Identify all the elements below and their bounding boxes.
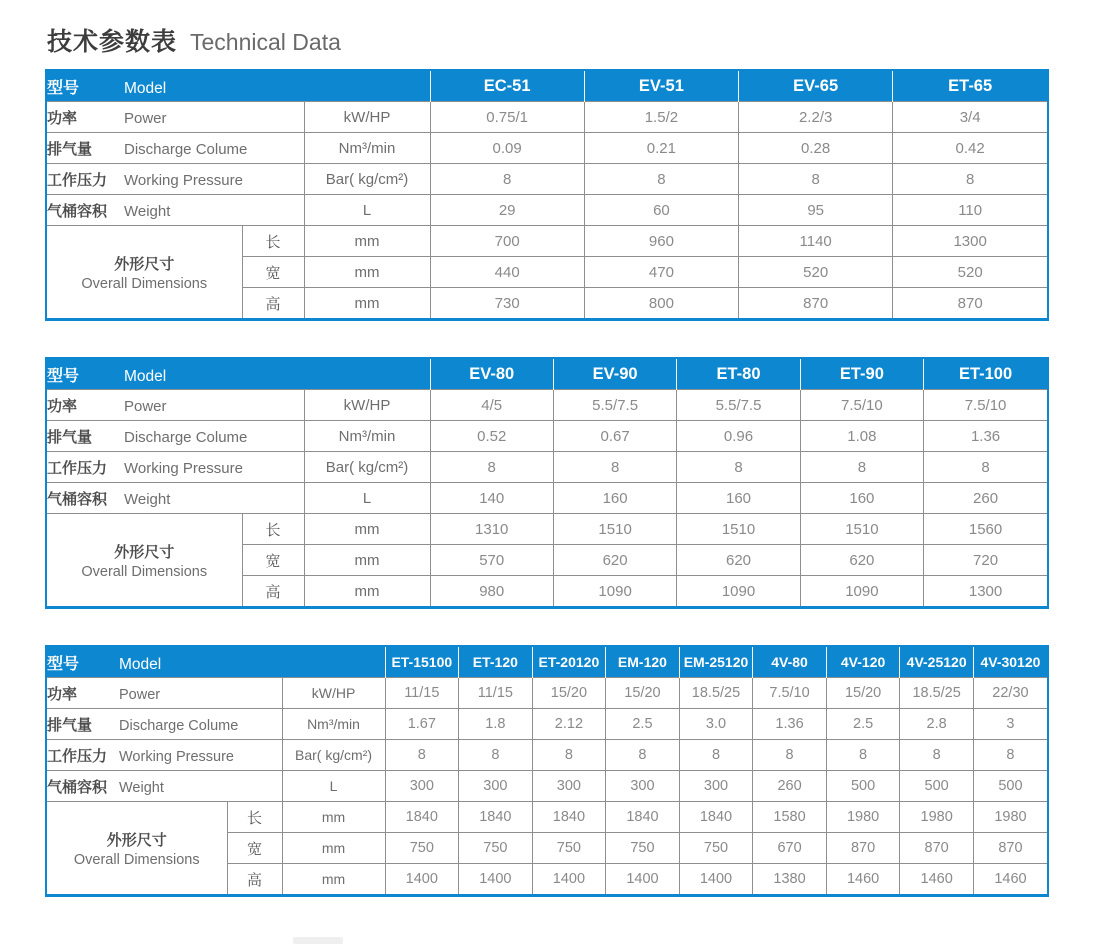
- value-cell: 4/5: [430, 390, 553, 421]
- value-cell: 300: [459, 771, 533, 802]
- value-cell: 1840: [459, 802, 533, 833]
- value-cell: 870: [826, 833, 900, 864]
- value-cell: 29: [430, 195, 584, 226]
- unit-cell: kW/HP: [282, 678, 385, 709]
- model-header-cell: EV-51: [584, 71, 738, 102]
- row-label: [47, 740, 282, 771]
- model-header-cell: EC-51: [430, 71, 584, 102]
- model-label-en: Model: [124, 79, 167, 97]
- row-label-zh: 气桶容积: [47, 778, 108, 796]
- dims-label: [47, 514, 242, 607]
- model-header-cell: 4V-80: [753, 647, 827, 678]
- value-cell: 1.8: [459, 709, 533, 740]
- unit-cell: mm: [304, 288, 430, 319]
- value-cell: 1840: [606, 802, 680, 833]
- value-cell: 800: [584, 288, 738, 319]
- unit-cell: mm: [304, 226, 430, 257]
- value-cell: 18.5/25: [679, 678, 753, 709]
- value-cell: 1090: [800, 576, 923, 607]
- value-cell: 1560: [924, 514, 1047, 545]
- row-label: [47, 195, 304, 226]
- unit-cell: Bar( kg/cm²): [304, 164, 430, 195]
- value-cell: 1510: [800, 514, 923, 545]
- dim-sub-label: 宽: [242, 545, 304, 576]
- dims-label: [47, 802, 227, 895]
- row-label-zh: 气桶容积: [47, 202, 108, 220]
- model-label-en: Model: [119, 655, 162, 673]
- model-header-cell: ET-65: [893, 71, 1047, 102]
- dims-label-en: Overall Dimensions: [73, 851, 200, 868]
- value-cell: 3/4: [893, 102, 1047, 133]
- dims-label-zh: 外形尺寸: [114, 255, 175, 273]
- model-header-cell: EV-90: [553, 359, 676, 390]
- model-header-row: [47, 71, 1047, 102]
- value-cell: 960: [584, 226, 738, 257]
- value-cell: 1380: [753, 864, 827, 895]
- row-label: [47, 771, 282, 802]
- unit-cell: L: [282, 771, 385, 802]
- dims-label-en: Overall Dimensions: [81, 275, 208, 292]
- value-cell: 1980: [900, 802, 974, 833]
- value-cell: 1840: [679, 802, 753, 833]
- model-header-label: [47, 647, 385, 678]
- value-cell: 140: [430, 483, 553, 514]
- model-header-label: [47, 359, 430, 390]
- row-label: [47, 483, 304, 514]
- value-cell: 8: [900, 740, 974, 771]
- value-cell: 1.36: [924, 421, 1047, 452]
- value-cell: 1580: [753, 802, 827, 833]
- dims-label-zh: 外形尺寸: [114, 543, 175, 561]
- unit-cell: mm: [304, 545, 430, 576]
- value-cell: 7.5/10: [800, 390, 923, 421]
- value-cell: 750: [385, 833, 459, 864]
- value-cell: 620: [553, 545, 676, 576]
- page-title-zh: 技术参数表: [47, 28, 178, 56]
- value-cell: 8: [459, 740, 533, 771]
- row-label-zh: 排气量: [47, 428, 93, 446]
- value-cell: 2.12: [532, 709, 606, 740]
- value-cell: 870: [739, 288, 893, 319]
- model-header-cell: EV-65: [739, 71, 893, 102]
- value-cell: 160: [800, 483, 923, 514]
- value-cell: 8: [532, 740, 606, 771]
- row-label-zh: 功率: [47, 109, 78, 127]
- unit-cell: kW/HP: [304, 390, 430, 421]
- value-cell: 0.52: [430, 421, 553, 452]
- value-cell: 11/15: [385, 678, 459, 709]
- value-cell: 1.08: [800, 421, 923, 452]
- value-cell: 700: [430, 226, 584, 257]
- model-header-cell: ET-20120: [532, 647, 606, 678]
- value-cell: 18.5/25: [900, 678, 974, 709]
- value-cell: 7.5/10: [753, 678, 827, 709]
- model-header-cell: EM-120: [606, 647, 680, 678]
- value-cell: 8: [584, 164, 738, 195]
- row-label-en: Weight: [119, 779, 164, 796]
- value-cell: 8: [553, 452, 676, 483]
- value-cell: 260: [924, 483, 1047, 514]
- value-cell: 1400: [459, 864, 533, 895]
- value-cell: 8: [826, 740, 900, 771]
- value-cell: 5.5/7.5: [553, 390, 676, 421]
- value-cell: 750: [459, 833, 533, 864]
- value-cell: 2.5: [826, 709, 900, 740]
- value-cell: 0.67: [553, 421, 676, 452]
- value-cell: 15/20: [532, 678, 606, 709]
- value-cell: 2.8: [900, 709, 974, 740]
- value-cell: 1310: [430, 514, 553, 545]
- spec-table-grid-3: [47, 647, 1047, 894]
- spec-row: [47, 390, 1047, 421]
- model-label-zh: 型号: [47, 79, 80, 97]
- value-cell: 0.09: [430, 133, 584, 164]
- value-cell: 8: [924, 452, 1047, 483]
- row-label-en: Weight: [124, 490, 171, 508]
- spec-row: [47, 133, 1047, 164]
- model-header-cell: ET-15100: [385, 647, 459, 678]
- row-label-zh: 气桶容积: [47, 490, 108, 508]
- value-cell: 980: [430, 576, 553, 607]
- value-cell: 730: [430, 288, 584, 319]
- value-cell: 8: [679, 740, 753, 771]
- unit-cell: mm: [282, 802, 385, 833]
- row-label: [47, 164, 304, 195]
- model-header-cell: ET-100: [924, 359, 1047, 390]
- value-cell: 110: [893, 195, 1047, 226]
- unit-cell: mm: [304, 257, 430, 288]
- value-cell: 1840: [385, 802, 459, 833]
- row-label-en: Discharge Colume: [124, 428, 248, 446]
- value-cell: 1140: [739, 226, 893, 257]
- row-label: [47, 709, 282, 740]
- row-label-en: Discharge Colume: [124, 140, 248, 158]
- value-cell: 8: [973, 740, 1047, 771]
- unit-cell: Bar( kg/cm²): [304, 452, 430, 483]
- value-cell: 0.96: [677, 421, 800, 452]
- unit-cell: mm: [282, 833, 385, 864]
- value-cell: 1.36: [753, 709, 827, 740]
- unit-cell: Bar( kg/cm²): [282, 740, 385, 771]
- value-cell: 870: [900, 833, 974, 864]
- value-cell: 160: [553, 483, 676, 514]
- model-header-cell: EM-25120: [679, 647, 753, 678]
- dimension-row: [47, 802, 1047, 833]
- row-label-en: Working Pressure: [124, 459, 243, 477]
- model-header-cell: ET-120: [459, 647, 533, 678]
- row-label-en: Weight: [124, 202, 171, 220]
- value-cell: 300: [532, 771, 606, 802]
- value-cell: 0.42: [893, 133, 1047, 164]
- dim-sub-label: 高: [242, 576, 304, 607]
- model-header-row: [47, 359, 1047, 390]
- row-label-zh: 功率: [47, 685, 78, 703]
- value-cell: 1460: [973, 864, 1047, 895]
- model-header-label: [47, 71, 430, 102]
- row-label: [47, 133, 304, 164]
- unit-cell: kW/HP: [304, 102, 430, 133]
- value-cell: 160: [677, 483, 800, 514]
- row-label: [47, 452, 304, 483]
- dim-sub-label: 长: [227, 802, 282, 833]
- page-title: [47, 22, 1049, 54]
- value-cell: 1840: [532, 802, 606, 833]
- spec-row: [47, 452, 1047, 483]
- value-cell: 670: [753, 833, 827, 864]
- unit-cell: Nm³/min: [304, 421, 430, 452]
- row-label-zh: 排气量: [47, 140, 93, 158]
- spec-table-1: [45, 69, 1049, 321]
- unit-cell: L: [304, 195, 430, 226]
- value-cell: 570: [430, 545, 553, 576]
- row-label-en: Working Pressure: [119, 748, 234, 765]
- value-cell: 470: [584, 257, 738, 288]
- row-label: [47, 421, 304, 452]
- cropped-element-below: [293, 937, 343, 944]
- value-cell: 1400: [679, 864, 753, 895]
- dim-sub-label: 宽: [242, 257, 304, 288]
- value-cell: 5.5/7.5: [677, 390, 800, 421]
- value-cell: 1460: [900, 864, 974, 895]
- value-cell: 3: [973, 709, 1047, 740]
- value-cell: 15/20: [606, 678, 680, 709]
- value-cell: 620: [677, 545, 800, 576]
- spec-table-grid-1: [47, 71, 1047, 318]
- value-cell: 8: [893, 164, 1047, 195]
- value-cell: 8: [430, 164, 584, 195]
- value-cell: 1400: [606, 864, 680, 895]
- page-title-en: Technical Data: [190, 29, 341, 55]
- value-cell: 8: [430, 452, 553, 483]
- value-cell: 870: [893, 288, 1047, 319]
- value-cell: 500: [900, 771, 974, 802]
- unit-cell: L: [304, 483, 430, 514]
- value-cell: 8: [800, 452, 923, 483]
- value-cell: 0.21: [584, 133, 738, 164]
- value-cell: 500: [973, 771, 1047, 802]
- value-cell: 1510: [677, 514, 800, 545]
- row-label-en: Discharge Colume: [119, 717, 239, 734]
- model-header-cell: 4V-120: [826, 647, 900, 678]
- value-cell: 1090: [553, 576, 676, 607]
- unit-cell: mm: [304, 514, 430, 545]
- value-cell: 870: [973, 833, 1047, 864]
- spec-row: [47, 709, 1047, 740]
- model-header-cell: 4V-30120: [973, 647, 1047, 678]
- value-cell: 1400: [532, 864, 606, 895]
- value-cell: 7.5/10: [924, 390, 1047, 421]
- model-label-zh: 型号: [47, 655, 80, 673]
- value-cell: 11/15: [459, 678, 533, 709]
- row-label-en: Working Pressure: [124, 171, 243, 189]
- spec-row: [47, 164, 1047, 195]
- spec-table-grid-2: [47, 359, 1047, 606]
- row-label-zh: 工作压力: [47, 459, 108, 477]
- dim-sub-label: 长: [242, 226, 304, 257]
- value-cell: 1.5/2: [584, 102, 738, 133]
- dim-sub-label: 宽: [227, 833, 282, 864]
- value-cell: 750: [532, 833, 606, 864]
- row-label-zh: 排气量: [47, 716, 93, 734]
- dim-sub-label: 高: [242, 288, 304, 319]
- value-cell: 440: [430, 257, 584, 288]
- dims-label-zh: 外形尺寸: [106, 831, 167, 849]
- unit-cell: Nm³/min: [282, 709, 385, 740]
- spec-row: [47, 102, 1047, 133]
- value-cell: 720: [924, 545, 1047, 576]
- value-cell: 2.5: [606, 709, 680, 740]
- value-cell: 1980: [826, 802, 900, 833]
- value-cell: 1090: [677, 576, 800, 607]
- spec-row: [47, 771, 1047, 802]
- value-cell: 8: [677, 452, 800, 483]
- value-cell: 1300: [924, 576, 1047, 607]
- unit-cell: mm: [304, 576, 430, 607]
- value-cell: 95: [739, 195, 893, 226]
- value-cell: 1460: [826, 864, 900, 895]
- value-cell: 1980: [973, 802, 1047, 833]
- value-cell: 300: [606, 771, 680, 802]
- value-cell: 8: [606, 740, 680, 771]
- spec-row: [47, 421, 1047, 452]
- dim-sub-label: 长: [242, 514, 304, 545]
- dims-label: [47, 226, 242, 319]
- value-cell: 520: [893, 257, 1047, 288]
- unit-cell: Nm³/min: [304, 133, 430, 164]
- value-cell: 750: [606, 833, 680, 864]
- unit-cell: mm: [282, 864, 385, 895]
- value-cell: 2.2/3: [739, 102, 893, 133]
- value-cell: 0.28: [739, 133, 893, 164]
- value-cell: 8: [739, 164, 893, 195]
- row-label-en: Power: [124, 397, 167, 415]
- row-label-zh: 功率: [47, 397, 78, 415]
- row-label: [47, 102, 304, 133]
- value-cell: 520: [739, 257, 893, 288]
- spec-table-3: [45, 645, 1049, 897]
- value-cell: 300: [385, 771, 459, 802]
- value-cell: 60: [584, 195, 738, 226]
- row-label-zh: 工作压力: [47, 747, 108, 765]
- row-label-zh: 工作压力: [47, 171, 108, 189]
- spec-row: [47, 678, 1047, 709]
- value-cell: 1510: [553, 514, 676, 545]
- dim-sub-label: 高: [227, 864, 282, 895]
- value-cell: 8: [385, 740, 459, 771]
- model-header-cell: ET-80: [677, 359, 800, 390]
- row-label: [47, 678, 282, 709]
- spec-table-2: [45, 357, 1049, 609]
- model-header-cell: ET-90: [800, 359, 923, 390]
- value-cell: 3.0: [679, 709, 753, 740]
- row-label-en: Power: [119, 686, 161, 703]
- dimension-row: [47, 514, 1047, 545]
- row-label: [47, 390, 304, 421]
- model-header-cell: EV-80: [430, 359, 553, 390]
- model-header-row: [47, 647, 1047, 678]
- value-cell: 260: [753, 771, 827, 802]
- spec-row: [47, 740, 1047, 771]
- value-cell: 1400: [385, 864, 459, 895]
- value-cell: 300: [679, 771, 753, 802]
- value-cell: 1300: [893, 226, 1047, 257]
- model-header-cell: 4V-25120: [900, 647, 974, 678]
- dimension-row: [47, 226, 1047, 257]
- spec-row: [47, 195, 1047, 226]
- value-cell: 8: [753, 740, 827, 771]
- value-cell: 0.75/1: [430, 102, 584, 133]
- row-label-en: Power: [124, 109, 167, 127]
- model-label-zh: 型号: [47, 367, 80, 385]
- value-cell: 1.67: [385, 709, 459, 740]
- page-content: [45, 22, 1049, 933]
- model-label-en: Model: [124, 367, 167, 385]
- value-cell: 620: [800, 545, 923, 576]
- value-cell: 750: [679, 833, 753, 864]
- spec-row: [47, 483, 1047, 514]
- value-cell: 15/20: [826, 678, 900, 709]
- dims-label-en: Overall Dimensions: [81, 563, 208, 580]
- value-cell: 22/30: [973, 678, 1047, 709]
- spec-tables: [45, 69, 1049, 897]
- value-cell: 500: [826, 771, 900, 802]
